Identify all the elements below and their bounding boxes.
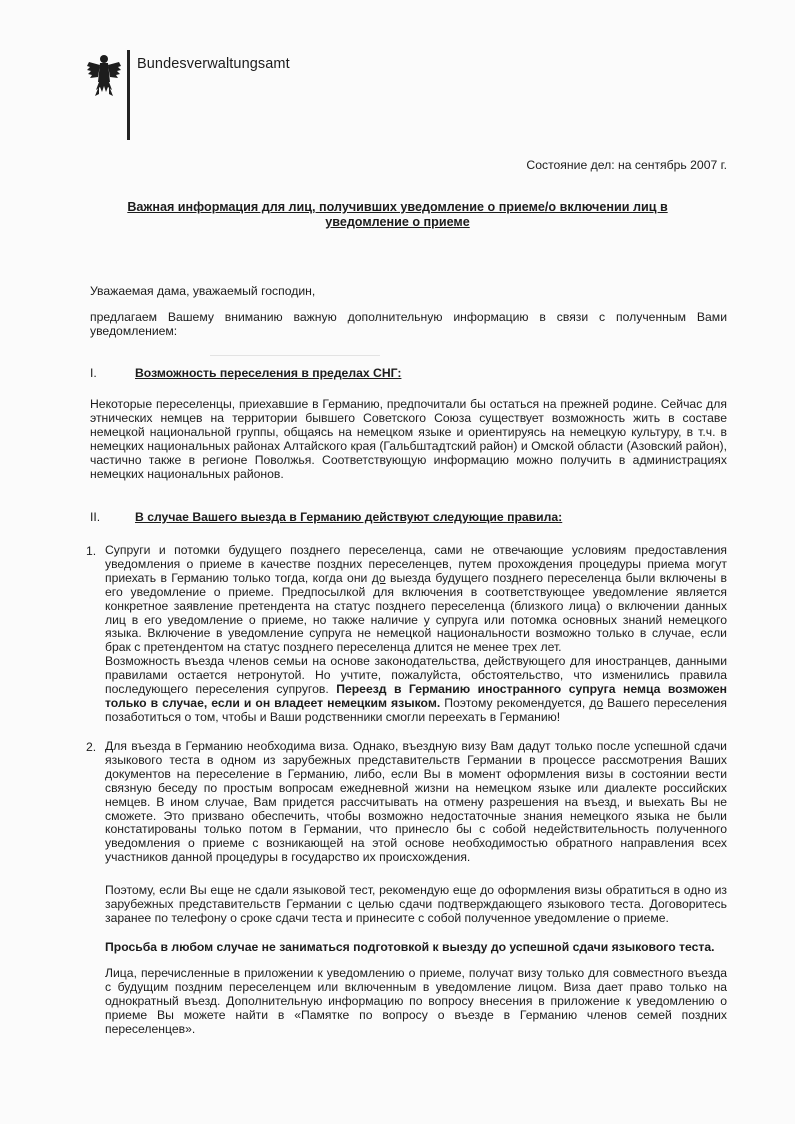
federal-eagle-logo [86, 52, 122, 98]
item-1-text-b2: Поэтому рекомендуется, [440, 695, 590, 710]
item-1-text-a1: Супруги и потомки будущего позднего переселенца, сами не отвечающие условиям предоставления уведомления о приеме в качестве поздних переселенцев, путем прохождения процедуры приема могут приехать в Германию только тогда, когда они [105, 543, 727, 585]
section-1-heading: Возможность переселения в пределах СНГ: [135, 366, 402, 380]
scan-artifact-line [210, 355, 380, 356]
item-2-paragraph-2: Поэтому, если Вы еще не сдали языковой тест, рекомендую еще до оформления визы обратиться в одно из зарубежных представительств Германии с целью сдачи подтверждающего языкового теста. Договоритесь заранее по телефону о сроке сдачи теста и принесите с собой полученное уведомление о приеме. [105, 883, 727, 925]
item-2-number: 2. [86, 740, 97, 754]
section-1-number: I. [90, 366, 97, 380]
letterhead-rule [127, 50, 130, 140]
item-1-emphasis-before-2: до [589, 695, 604, 710]
section-2-number: II. [90, 510, 101, 524]
item-2-paragraph-4: Лица, перечисленные в приложении к уведомлению о приеме, получат визу только для совместного въезда с будущим поздним переселенцем или включенным в уведомление лицом. Виза дает право только на однократный въезд. Дополнительную информацию по вопросу внесения в приложение к уведомлению о приеме Вы можете найти в «Памятке по вопросу о въезде в Германию членов семей поздних переселенцев». [105, 966, 727, 1036]
item-1-emphasis-before: до [371, 570, 386, 585]
item-1-text-b1: Возможность въезда членов семьи на основе законодательства, действующего для иностранцев, данными правилами остается нетронутой. Но учтите, пожалуйста, обстоятельство, что изменились правила последующего переселения супругов. [105, 654, 727, 696]
organization-name: Bundesverwaltungsamt [137, 56, 290, 72]
document-title: Важная информация для лиц, получивших уведомление о приеме/о включении лиц в уведомление о приеме [127, 200, 668, 229]
item-1-paragraph-a [105, 544, 727, 655]
item-1-number: 1. [86, 544, 97, 558]
section-2-heading: В случае Вашего выезда в Германию действуют следующие правила: [135, 510, 563, 524]
item-1-text-b3: Вашего переселения позаботиться о том, чтобы и Ваши родственники смогли переехать в Германию! [105, 695, 728, 724]
item-2-bold-request: Просьба в любом случае не заниматься подготовкой к выезду до успешной сдачи языкового теста. [105, 940, 715, 954]
section-1-text: Некоторые переселенцы, приехавшие в Германию, предпочитали бы остаться на прежней родине. Сейчас для этнических немцев на территории бывшего Советского Союза существует возможность жить в составе немецкой национальной группы, общаясь на немецком языке и ориентируясь на немецкую культуру, в т.ч. в немецких национальных районах Алтайского края (Гальбштадтский район) и Омской области (Азовский район), частично также в регионе Поволжья. Соответствующую информацию можно получить в администрациях немецких национальных районов. [90, 397, 727, 481]
item-1-paragraph-b [105, 655, 727, 725]
item-1-text-a2: выезда будущего позднего переселенца были включены в его уведомление о приеме. Предпосылкой для включения в соответствующее уведомление является конкретное заявление претендента на статус позднего переселенца (близкого лица) о включении данных лиц в его уведомление о приеме, но также наличие у супруга или потомка основных знаний немецкого языка. Включение в уведомление супруга не немецкой национальности возможно только в случае, если брак с претендентом на статус позднего переселенца длится не менее трех лет. [105, 570, 728, 655]
item-2-paragraph-1: Для въезда в Германию необходима виза. Однако, въездную визу Вам дадут только после успешной сдачи языкового теста в одном из зарубежных представительств Германии в процессе рассмотрения Ваших документов на переселение в Германию, либо, если Вы в момент оформления визы в состоянии вести связную беседу по простым вопросам ежедневной жизни на немецком языке или диалекте российских немцев. В ином случае, Вам придется рассчитывать на отмену разрешения на въезд, и выехать Вы не сможете. Это призвано обеспечить, чтобы возможно недостаточные знания немецкого языка не были констатированы только потом в Германии, что принесло бы с собой недействительность полученного уведомления о приеме с возникающей на этой основе необходимостью обратного направления всех участников данной процедуры в государство их происхождения. [105, 739, 727, 865]
intro-paragraph: предлагаем Вашему вниманию важную дополнительную информацию в связи с полученным Вами уведомлением: [90, 310, 727, 338]
status-date: Состояние дел: на сентябрь 2007 г. [526, 158, 727, 172]
greeting: Уважаемая дама, уважаемый господин, [90, 284, 316, 298]
item-1-bold-note: Переезд в Германию иностранного супруга немца возможен только в случае, если и он владеет немецким языком. [105, 681, 727, 710]
